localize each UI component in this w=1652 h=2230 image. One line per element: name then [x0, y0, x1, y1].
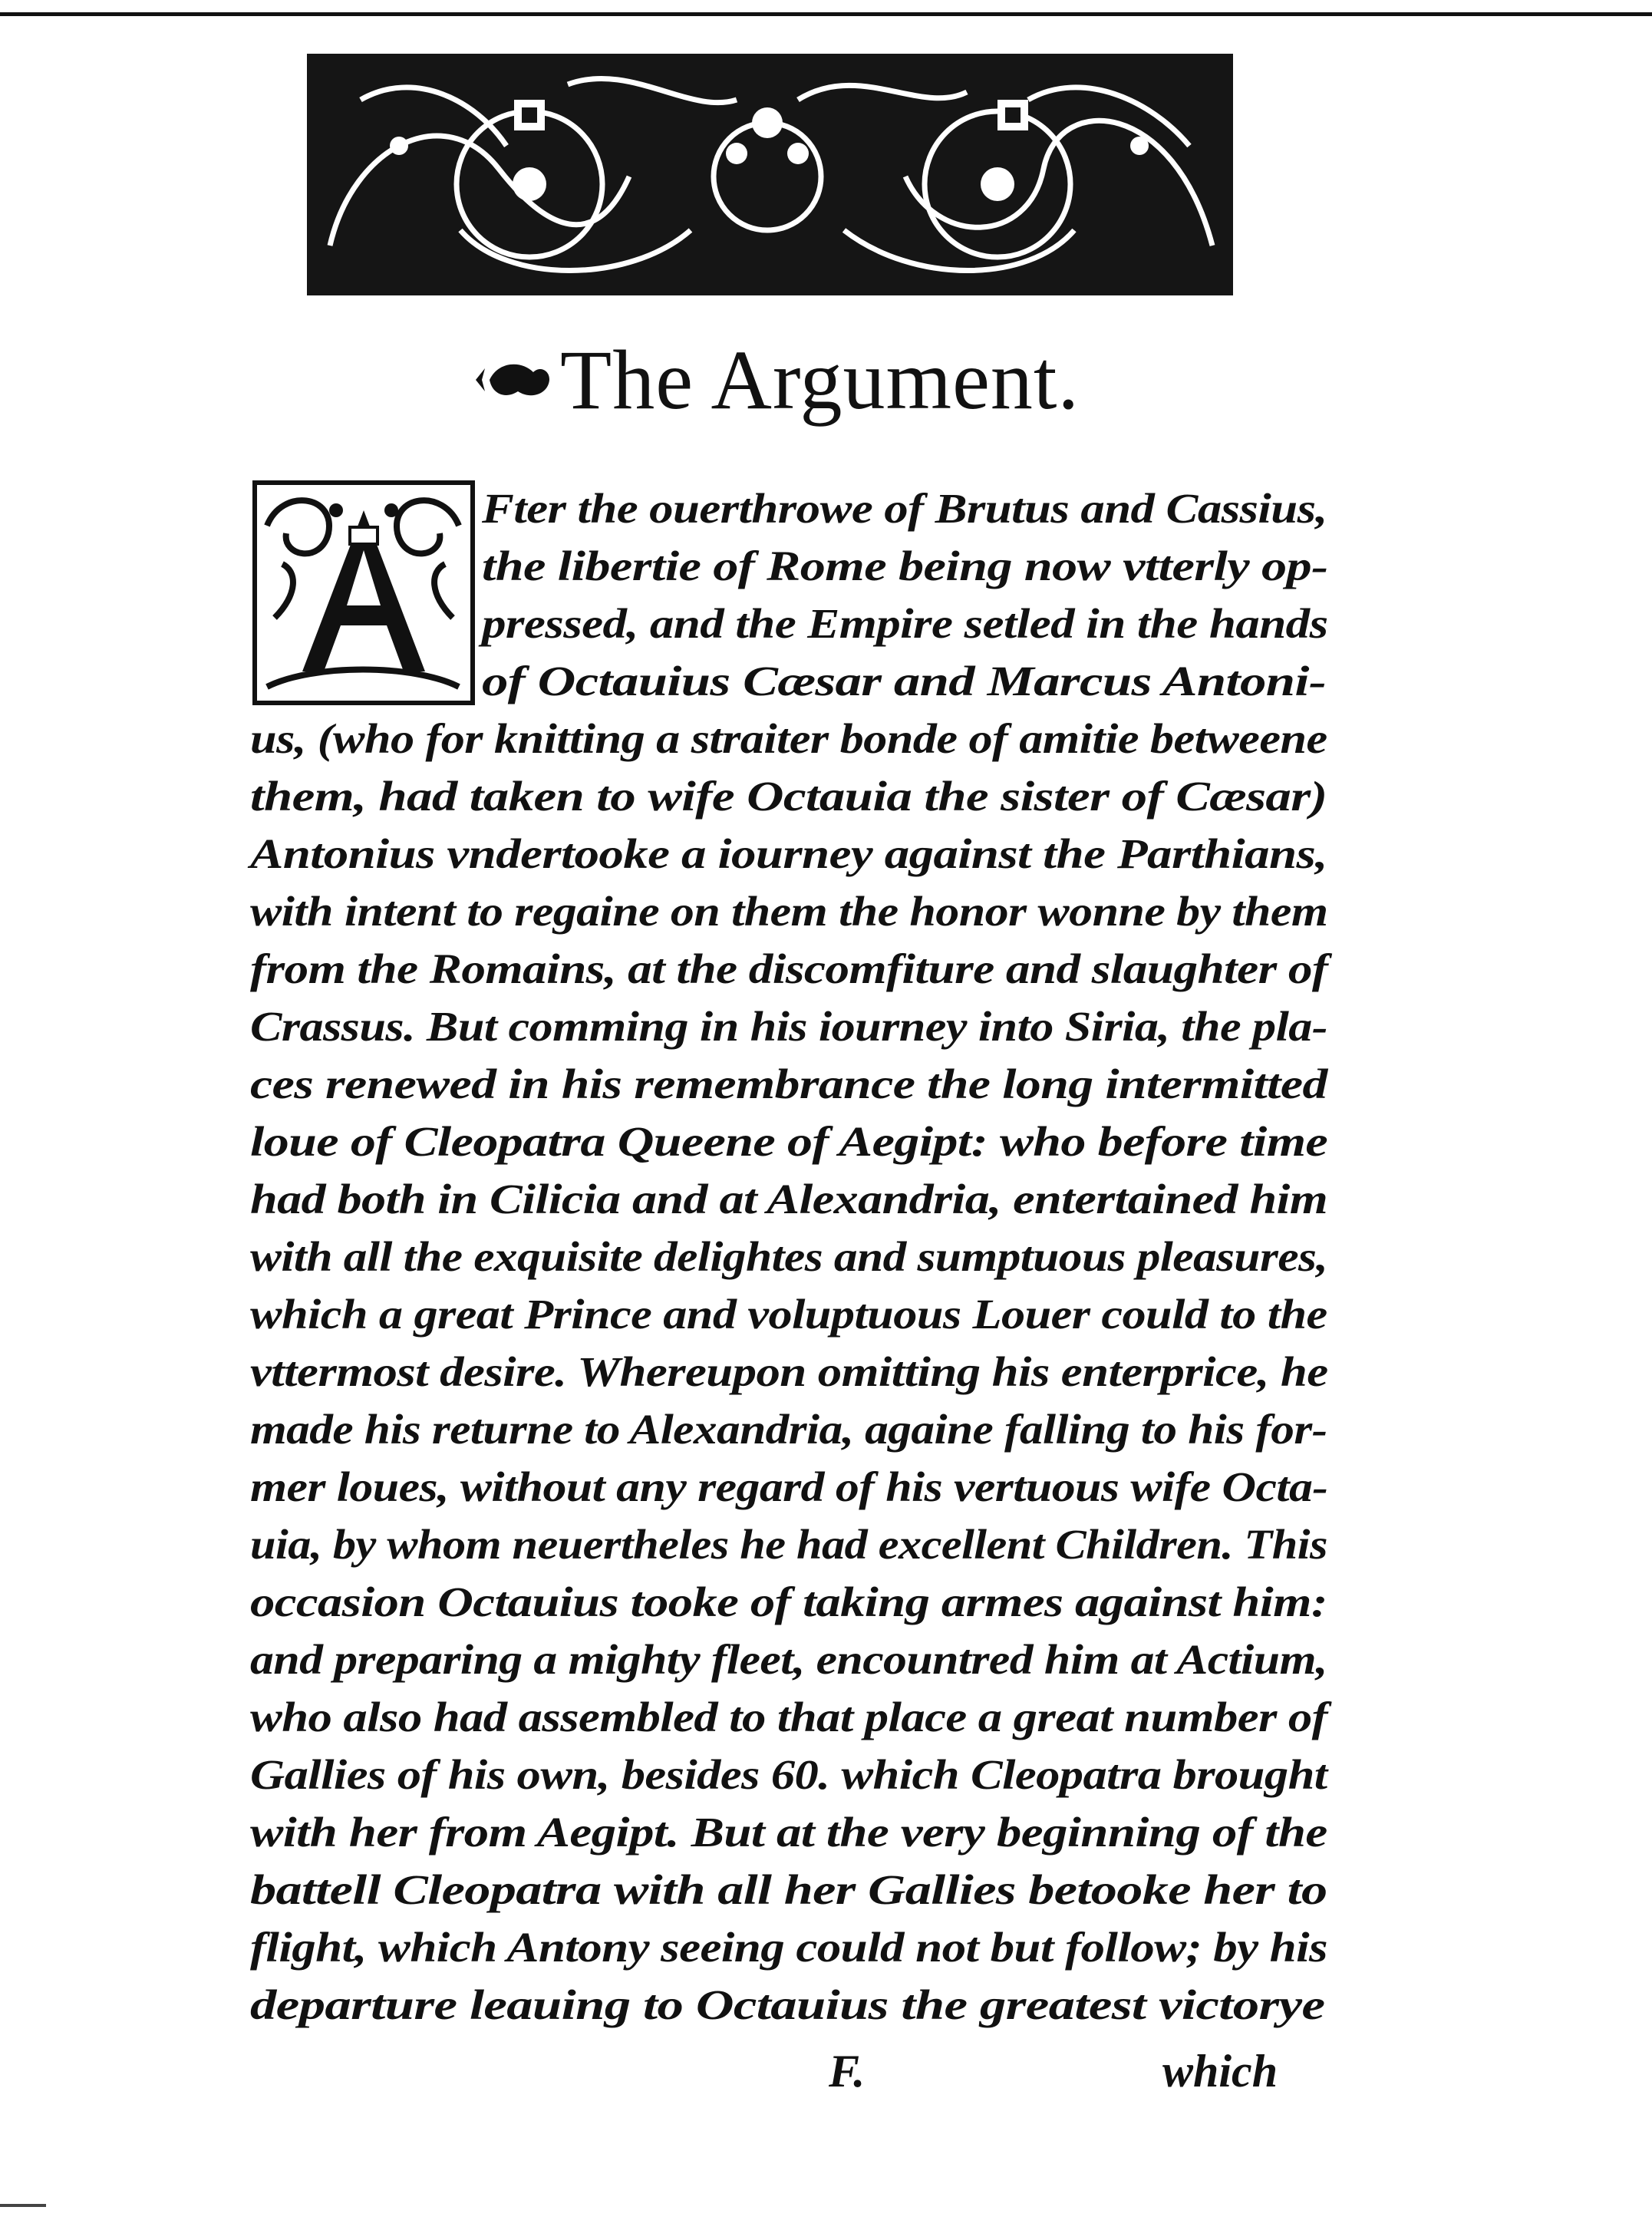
text-line: battell Cleopatra with all her Gallies betooke her to: [250, 1866, 1327, 1913]
text-line: uia, by whom neuertheles he had excellent Children. This: [250, 1521, 1327, 1568]
pointing-hand-icon: [468, 349, 560, 411]
text-line: Gallies of his own, besides 60. which Cleopatra brought: [250, 1751, 1327, 1798]
text-line: pressed, and the Empire setled in the hands: [482, 600, 1328, 647]
text-line: vttermost desire. Whereupon omitting his enterprice, he: [250, 1348, 1328, 1395]
signature-mark: F.: [829, 2046, 866, 2096]
text-line: Fter the ouerthrowe of Brutus and Cassius,: [482, 485, 1327, 532]
text-line: the libertie of Rome being now vtterly op-: [482, 543, 1328, 589]
decorated-initial-A: [252, 480, 476, 706]
text-line: Crassus. But comming in his iourney into Siria, the pla-: [250, 1003, 1327, 1050]
top-rule: [0, 12, 1652, 16]
text-line: occasion Octauius tooke of taking armes against him:: [250, 1578, 1327, 1625]
catchword: which: [1162, 2046, 1278, 2096]
text-line: them, had taken to wife Octauia the sister of Cæsar): [250, 773, 1327, 820]
text-line: Antonius vndertooke a iourney against the Parthians,: [250, 830, 1327, 877]
page-title: The Argument.: [560, 332, 1080, 427]
ornamental-headpiece: [307, 54, 1233, 295]
text-line: us, (who for knitting a straiter bonde of amitie betweene: [250, 715, 1327, 762]
scan-edge-mark: [0, 2204, 46, 2207]
text-line: who also had assembled to that place a great number of: [250, 1694, 1327, 1740]
text-line: of Octauius Cæsar and Marcus Antoni-: [482, 658, 1327, 704]
text-line: ces renewed in his remembrance the long intermitted: [250, 1061, 1327, 1107]
text-line: loue of Cleopatra Queene of Aegipt: who before time: [250, 1118, 1328, 1165]
text-line: with her from Aegipt. But at the very beginning of the: [250, 1809, 1327, 1856]
text-line: which a great Prince and voluptuous Louer could to the: [250, 1291, 1327, 1338]
text-line: with all the exquisite delightes and sumptuous pleasures,: [250, 1233, 1328, 1280]
text-line: had both in Cilicia and at Alexandria, entertained him: [250, 1176, 1328, 1222]
heading: [468, 330, 1080, 430]
text-line: flight, which Antony seeing could not but follow; by his: [250, 1924, 1327, 1971]
text-line: made his returne to Alexandria, againe falling to his for-: [250, 1406, 1327, 1453]
text-line: with intent to regaine on them the honor wonne by them: [250, 888, 1328, 935]
text-line: mer loues, without any regard of his vertuous wife Octa-: [250, 1463, 1328, 1510]
text-line: and preparing a mighty fleet, encountred him at Actium,: [250, 1636, 1327, 1683]
text-line: from the Romains, at the discomfiture and slaughter of: [250, 945, 1328, 992]
text-line: departure leauing to Octauius the greatest victorye: [250, 1981, 1325, 2028]
